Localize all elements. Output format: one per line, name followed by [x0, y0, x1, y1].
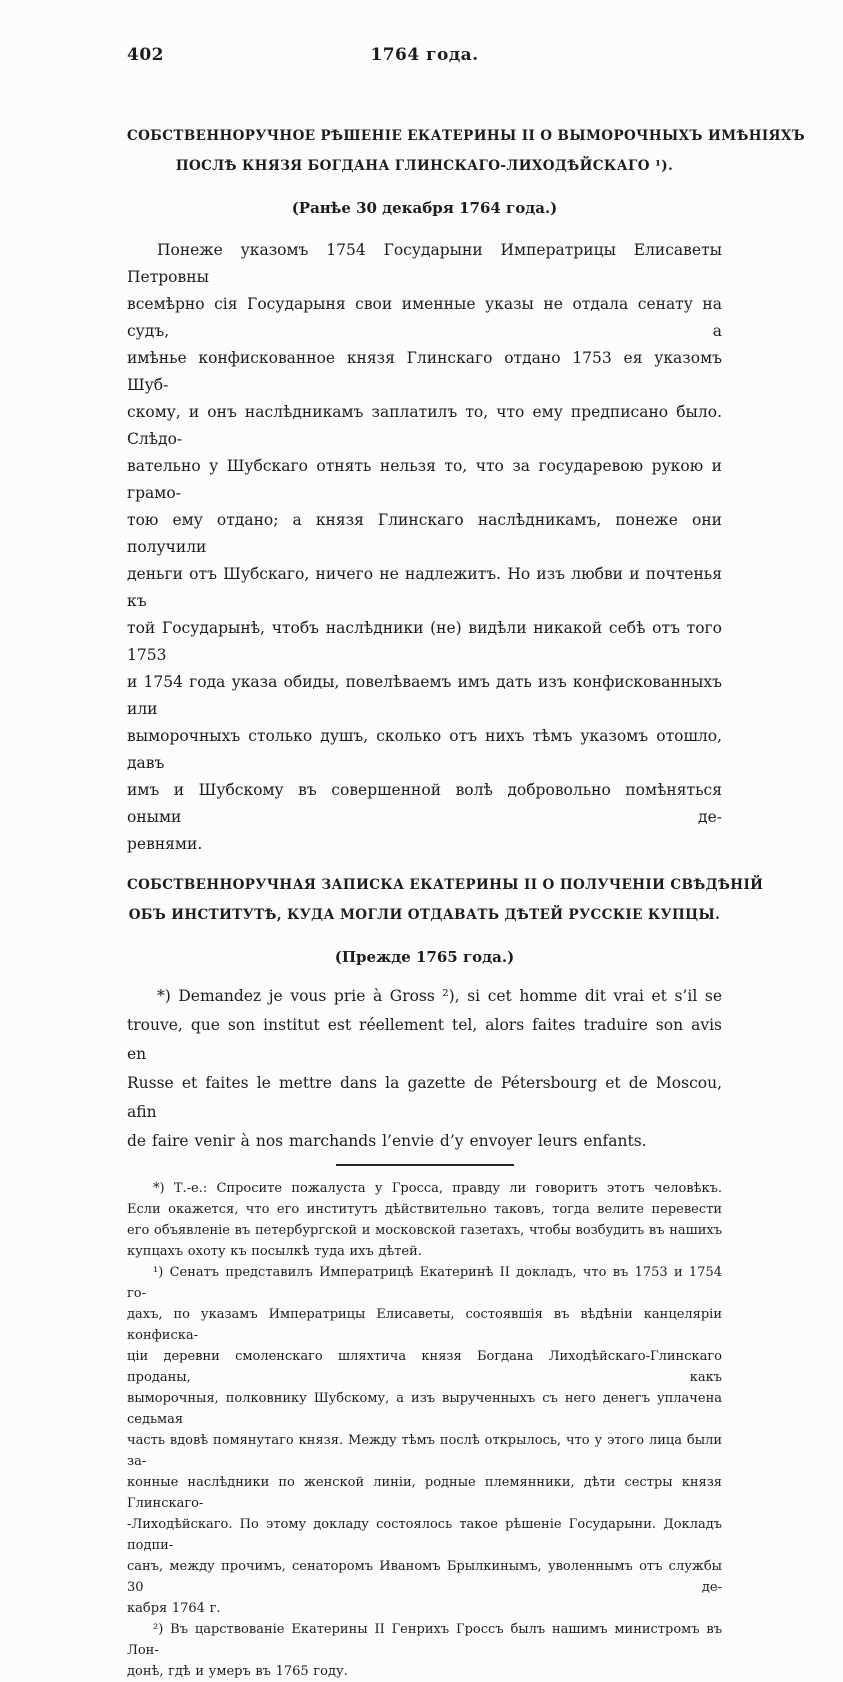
- section1-date-line: (Ранѣе 30 декабря 1764 года.): [291, 199, 558, 217]
- body-line: всемѣрно сія Государыня свои именные указы не отдала сенату на судъ, а: [127, 295, 722, 340]
- french-line: *) Demandez je vous prie à Gross ²), si cet homme dit vrai et s’il se: [157, 987, 722, 1005]
- footnote-line: -Лиходѣйскаго. По этому докладу состоялось такое рѣшеніе Государыни. Докладъ подпи-: [127, 1517, 722, 1553]
- footnote-line: ціи деревни смоленскаго шляхтича князя Богдана Лиходѣйскаго-Глинскаго проданы, какъ: [127, 1349, 722, 1385]
- body-line: имѣнье конфискованное князя Глинскаго отдано 1753 ея указомъ Шуб-: [127, 349, 722, 394]
- footnote-line: ²) Въ царствованіе Екатерины II Генрихъ Гроссъ былъ нашимъ министромъ въ Лон-: [127, 1622, 722, 1658]
- running-header: [127, 45, 722, 69]
- section2-date-line: (Прежде 1765 года.): [334, 948, 515, 966]
- footnote-line: *) Т.-е.: Спросите пожалуста у Гросса, правду ли говоритъ этотъ человѣкъ.: [153, 1181, 722, 1196]
- body-line: вательно у Шубскаго отнять нельзя то, что за государевою рукою и грамо-: [127, 457, 722, 502]
- running-title: 1764 года.: [370, 45, 479, 65]
- text-column: [127, 45, 806, 1682]
- page-number: 402: [127, 45, 164, 65]
- footnote-line: конные наслѣдники по женской линіи, родные племянники, дѣти сестры князя Глинскаго-: [127, 1475, 722, 1511]
- heading-line: СОБСТВЕННОРУЧНОЕ РѢШЕНІЕ ЕКАТЕРИНЫ II О ВЫМОРОЧНЫХЪ ИМѢНІЯХЪ: [127, 128, 806, 144]
- footnote-line: кабря 1764 г.: [127, 1601, 221, 1616]
- footnotes-block: [127, 1178, 722, 1682]
- heading-line: ПОСЛѢ КНЯЗЯ БОГДАНА ГЛИНСКАГО-ЛИХОДѢЙСКАГО ¹).: [175, 158, 674, 174]
- section1-body-paragraph: [127, 237, 722, 858]
- body-line: скому, и онъ наслѣдникамъ заплатилъ то, что ему предписано было. Слѣдо-: [127, 403, 722, 448]
- footnote-line: дахъ, по указамъ Императрицы Елисаветы, состоявшія въ вѣдѣніи канцеляріи конфиска-: [127, 1307, 722, 1343]
- section2-heading: [127, 870, 764, 930]
- footnote-2: [127, 1619, 722, 1682]
- body-line: выморочныхъ столько душъ, сколько отъ нихъ тѣмъ указомъ отошло, давъ: [127, 727, 722, 772]
- footnote-line: санъ, между прочимъ, сенаторомъ Иваномъ Брылкинымъ, уволеннымъ отъ службы 30 де-: [127, 1559, 722, 1595]
- heading-line: СОБСТВЕННОРУЧНАЯ ЗАПИСКА ЕКАТЕРИНЫ II О ПОЛУЧЕНІИ СВѢДѢНІЙ: [127, 877, 764, 893]
- body-line: ревнями.: [127, 835, 203, 853]
- footnote-line: купцахъ охоту къ посылкѣ туда ихъ дѣтей.: [127, 1244, 422, 1259]
- french-line: de faire venir à nos marchands l’envie d’y envoyer leurs enfants.: [127, 1132, 647, 1150]
- footnote-line: часть вдовѣ помянутаго князя. Между тѣмъ послѣ открылось, что у этого лица были за-: [127, 1433, 722, 1469]
- footnote-line: выморочныя, полковнику Шубскому, а изъ вырученныхъ съ него денегъ уплачена седьмая: [127, 1391, 722, 1427]
- body-line: деньги отъ Шубскаго, ничего не надлежитъ. Но изъ любви и почтенья къ: [127, 565, 722, 610]
- body-line: тою ему отдано; а князя Глинскаго наслѣдникамъ, понеже они получили: [127, 511, 722, 556]
- footnote-line: Если окажется, что его институтъ дѣйствительно таковъ, тогда велите перевести: [127, 1202, 722, 1217]
- footnote-line: ¹) Сенатъ представилъ Императрицѣ Екатеринѣ II докладъ, что въ 1753 и 1754 го-: [127, 1265, 722, 1301]
- section1-heading: [127, 121, 806, 181]
- body-line: той Государынѣ, чтобъ наслѣдники (не) видѣли никакой себѣ отъ того 1753: [127, 619, 722, 664]
- footnote-line: донѣ, гдѣ и умеръ въ 1765 году.: [127, 1664, 348, 1679]
- body-line: имъ и Шубскому въ совершенной волѣ добровольно помѣняться оными де-: [127, 781, 722, 826]
- section2-body-paragraph: [127, 982, 722, 1156]
- french-line: trouve, que son institut est réellement tel, alors faites traduire son avis en: [127, 1016, 722, 1063]
- body-line: Понеже указомъ 1754 Государыни Императрицы Елисаветы Петровны: [127, 241, 722, 286]
- footnote-line: его объявленіе въ петербургской и московской газетахъ, чтобы возбудить въ нашихъ: [127, 1223, 722, 1238]
- french-line: Russe et faites le mettre dans la gazette de Pétersbourg et de Moscou, afin: [127, 1074, 722, 1121]
- heading-line: ОБЪ ИНСТИТУТѢ, КУДА МОГЛИ ОТДАВАТЬ ДѢТЕЙ РУССКІЕ КУПЦЫ.: [128, 907, 721, 923]
- footnote-star: [127, 1178, 722, 1262]
- footnote-1: [127, 1262, 722, 1619]
- footnote-separator-rule: [336, 1164, 514, 1166]
- body-line: и 1754 года указа обиды, повелѣваемъ имъ дать изъ конфискованныхъ или: [127, 673, 722, 718]
